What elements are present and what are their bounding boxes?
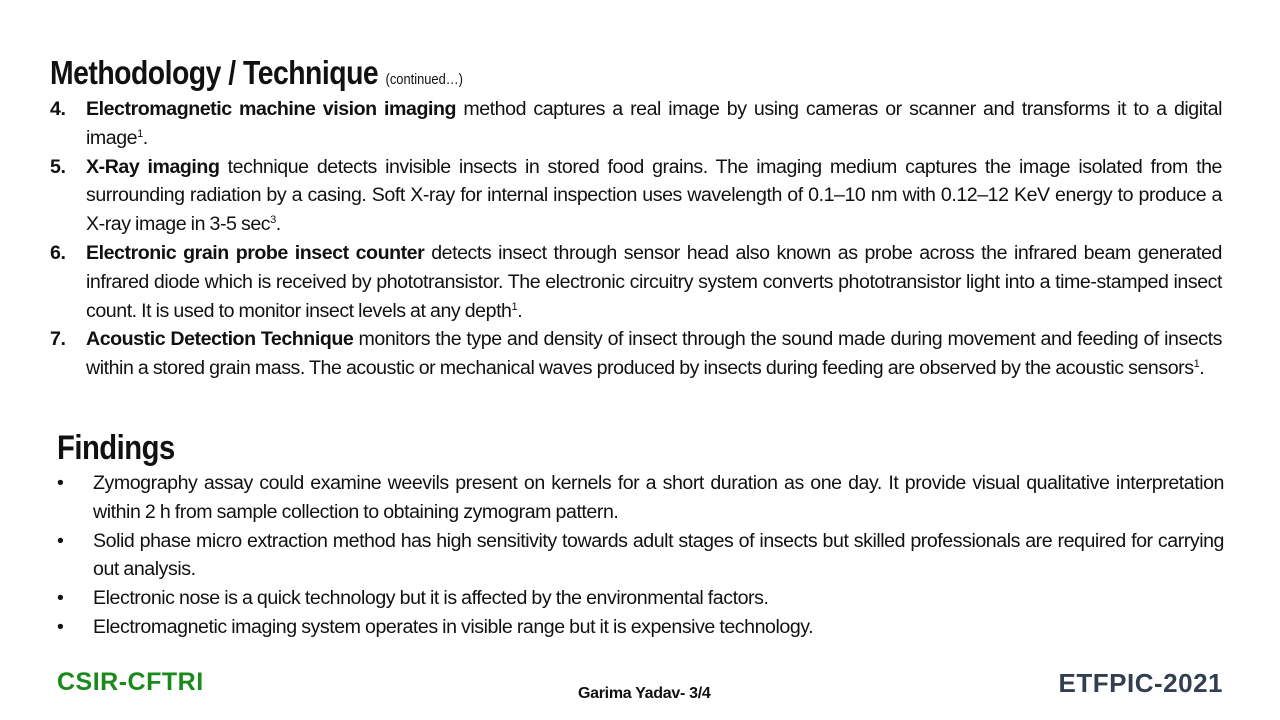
finding-item <box>57 584 1224 613</box>
method-lead: Acoustic Detection Technique <box>86 328 354 351</box>
method-item <box>50 95 1222 153</box>
method-text: detects insect through sensor head also known as probe across the infrared beam generated infrared diode which is received by phototransistor. The electronic circuitry system converts phototransistor light into a time-stamped insect count. It is used to monitor insect levels at any depth <box>86 241 1222 322</box>
method-reference: 1 <box>1193 358 1200 371</box>
finding-text: Electronic nose is a quick technology but it is affected by the environmental factors. <box>93 587 769 610</box>
method-text: method captures a real image by using cameras or scanner and transforms it to a digital image <box>86 98 1223 149</box>
method-item <box>50 239 1222 325</box>
methods-list <box>50 95 1222 383</box>
finding-text: Zymography assay could examine weevils present on kernels for a short duration as one day. It provide visual qualitative interpretation within 2 h from sample collection to obtaining zymogram pattern. <box>93 472 1224 523</box>
method-number: 4. <box>50 98 66 120</box>
method-reference: 1 <box>137 127 143 140</box>
bullet-icon: • <box>57 615 64 638</box>
footer-event: ETFPIC-2021 <box>1058 668 1223 698</box>
method-reference: 3 <box>270 214 276 227</box>
finding-item <box>57 527 1224 585</box>
method-number: 5. <box>50 155 66 178</box>
footer-organization: CSIR-CFTRI <box>57 668 204 696</box>
method-end: . <box>142 126 148 149</box>
bullet-icon: • <box>57 472 64 494</box>
method-lead: Electromagnetic machine vision imaging <box>86 98 456 120</box>
bullet-icon: • <box>57 587 64 610</box>
method-reference: 1 <box>511 300 518 313</box>
footer-author-page: Garima Yadav- 3/4 <box>578 685 711 702</box>
bullet-icon: • <box>57 529 64 552</box>
method-item <box>50 325 1222 383</box>
findings-title: Findings <box>57 429 175 467</box>
method-end: . <box>275 213 281 236</box>
slide-title-main: Methodology / Technique <box>50 54 379 91</box>
method-text: monitors the type and density of insect through the sound made during movement and feeding of insects within a stored grain mass. The acoustic or mechanical waves produced by insects during feeding are observed by the acoustic sensors <box>86 328 1222 380</box>
method-number: 6. <box>50 241 66 264</box>
method-number: 7. <box>50 328 66 351</box>
method-text: technique detects invisible insects in stored food grains. The imaging medium captures the image isolated from the surrounding radiation by a casing. Soft X-ray for internal inspection uses wavelength of 0.1–10 nm with 0.12–12 KeV energy to produce a X-ray image in 3-5 sec <box>86 155 1222 236</box>
method-end: . <box>517 299 523 322</box>
finding-text: Electromagnetic imaging system operates in visible range but it is expensive technology. <box>93 615 814 638</box>
method-lead: X-Ray imaging <box>86 155 220 178</box>
findings-list <box>57 469 1224 642</box>
slide-title <box>50 53 463 100</box>
slide-title-continued: (continued…) <box>385 71 463 88</box>
finding-item <box>57 469 1224 527</box>
method-item <box>50 153 1222 239</box>
finding-text: Solid phase micro extraction method has high sensitivity towards adult stages of insects but skilled professionals are required for carrying out analysis. <box>93 529 1224 581</box>
method-lead: Electronic grain probe insect counter <box>86 241 425 264</box>
finding-item <box>57 613 1224 642</box>
method-end: . <box>1199 357 1205 380</box>
